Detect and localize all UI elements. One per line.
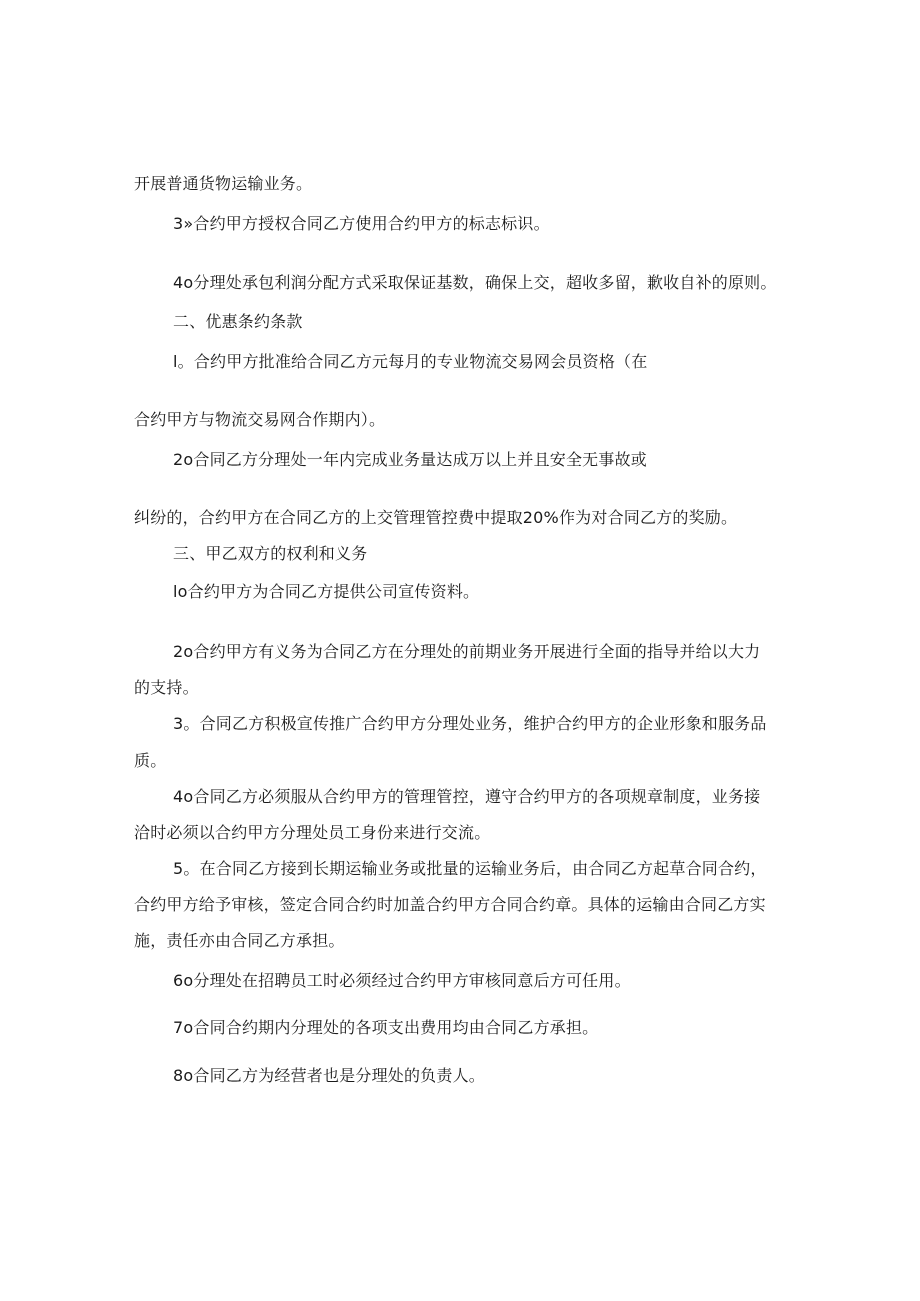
line-clause-1-4: 4o分理处承包利润分配方式采取保证基数，确保上交，超收多留，歉收自补的原则。 [173,273,777,292]
line-clause-3-4b: 洽时必须以合约甲方分理处员工身份来进行交流。 [134,823,491,842]
line-clause-3-5a: 5。在合同乙方接到长期运输业务或批量的运输业务后，由合同乙方起草合同合约， [173,859,767,878]
line-clause-2-2a: 2o合同乙方分理处一年内完成业务量达成万以上并且安全无事故或 [173,450,647,469]
line-clause-3-8: 8o合同乙方为经营者也是分理处的负责人。 [173,1066,485,1085]
line-clause-3-3b: 质。 [134,751,167,770]
line-clause-3-2a: 2o合约甲方有义务为合同乙方在分理处的前期业务开展进行全面的指导并给以大力 [173,642,761,661]
line-clause-3-5c: 施，责任亦由合同乙方承担。 [134,931,345,950]
section-heading-3: 三、甲乙双方的权利和义务 [173,544,368,563]
line-clause-3-5b: 合约甲方给予审核，签定合同合约时加盖合约甲方合同合约章。具体的运输由合同乙方实 [134,895,766,914]
line-clause-3-1: lo合约甲方为合同乙方提供公司宣传资料。 [173,582,480,601]
line-clause-3-4a: 4o合同乙方必须服从合约甲方的管理管控，遵守合约甲方的各项规章制度，业务接 [173,787,761,806]
section-heading-2: 二、优惠条约条款 [173,312,303,331]
line-clause-2-1a: l。合约甲方批准给合同乙方元每月的专业物流交易网会员资格（在 [173,352,648,371]
line-clause-2-1b: 合约甲方与物流交易网合作期内）。 [134,410,386,429]
line-clause-1-3: 3»合约甲方授权合同乙方使用合约甲方的标志标识。 [173,214,550,233]
line-business-scope: 开展普通货物运输业务。 [134,174,313,193]
line-clause-3-7: 7o合同合约期内分理处的各项支出费用均由合同乙方承担。 [173,1018,599,1037]
line-clause-2-2b: 纠纷的，合约甲方在合同乙方的上交管理管控费中提取20%作为对合同乙方的奖励。 [134,508,738,527]
line-clause-3-3a: 3。合同乙方积极宣传推广合约甲方分理处业务，维护合约甲方的企业形象和服务品 [173,714,767,733]
line-clause-3-2b: 的支持。 [134,678,199,697]
line-clause-3-6: 6o分理处在招聘员工时必须经过合约甲方审核同意后方可任用。 [173,971,631,990]
